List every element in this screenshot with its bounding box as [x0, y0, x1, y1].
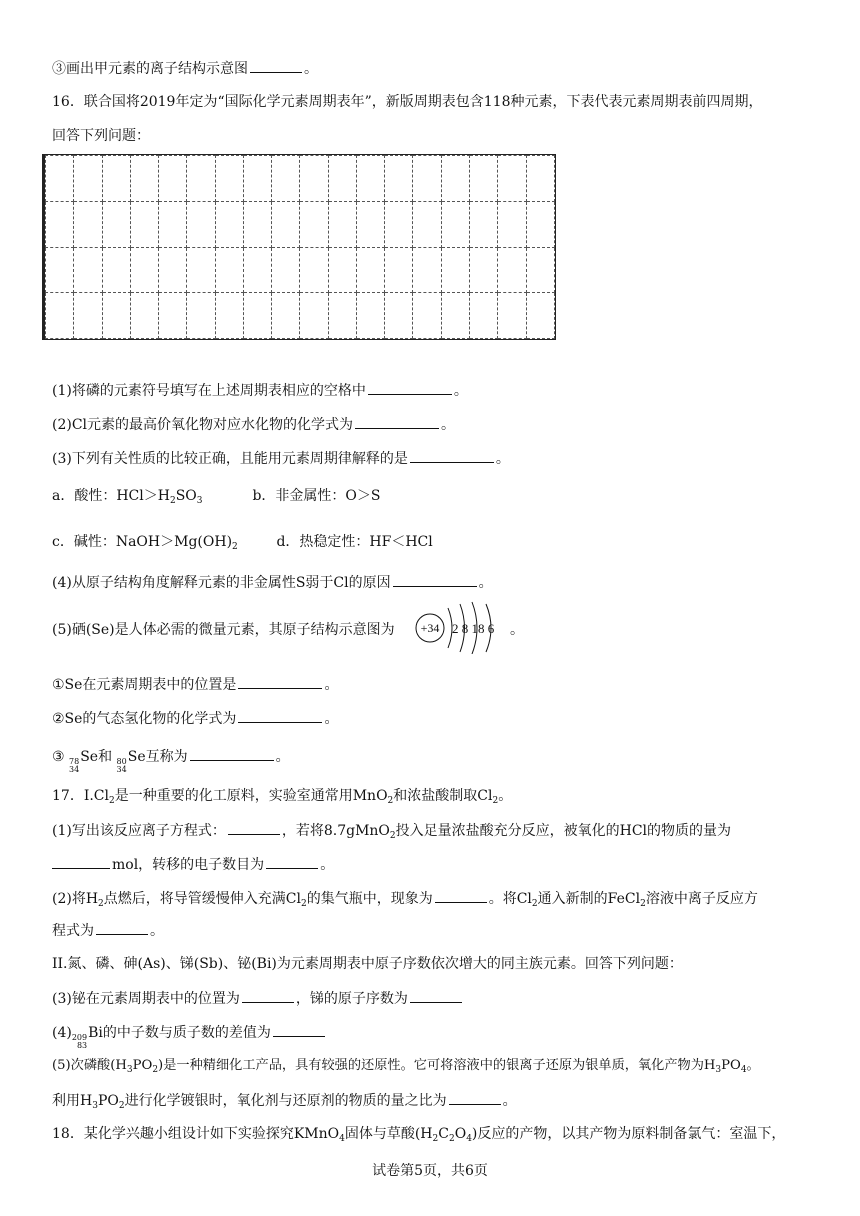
answer-blank[interactable] — [238, 674, 322, 689]
periodic-table-grid — [42, 154, 556, 340]
periodic-table-cell[interactable] — [272, 156, 300, 202]
page-footer: 试卷第5页，共6页 — [372, 1163, 488, 1179]
periodic-table-cell[interactable] — [385, 293, 413, 339]
periodic-table-cell[interactable] — [526, 156, 554, 202]
periodic-table-cell[interactable] — [102, 156, 130, 202]
periodic-table-cell[interactable] — [130, 201, 158, 247]
q17-part1-line1: (1)写出该反应离子方程式： ，若将8.7gMnO$_2$投入足量浓盐酸充分反应，被氧化的HCl的物质的量为 — [52, 820, 731, 846]
q16-part2: (2)Cl元素的最高价氧化物对应水化物的化学式为 。 — [52, 414, 455, 435]
option-d: d．热稳定性：HF＜HCl — [276, 534, 433, 550]
periodic-table-cell[interactable] — [215, 247, 243, 293]
periodic-table-cell[interactable] — [215, 201, 243, 247]
periodic-table-cell[interactable] — [74, 201, 102, 247]
periodic-table-cell[interactable] — [526, 201, 554, 247]
answer-blank[interactable] — [410, 448, 494, 463]
periodic-table-cell[interactable] — [130, 156, 158, 202]
periodic-table-cell[interactable] — [385, 247, 413, 293]
q16-intro-line2: 回答下列问题： — [52, 128, 150, 144]
answer-blank[interactable] — [266, 854, 318, 869]
isotope-bi-notation: 209 83 — [71, 1033, 88, 1050]
periodic-table-cell[interactable] — [102, 293, 130, 339]
periodic-table-cell[interactable] — [243, 201, 271, 247]
periodic-table-cell[interactable] — [385, 156, 413, 202]
periodic-table-cell[interactable] — [74, 156, 102, 202]
periodic-table-cell[interactable] — [300, 247, 328, 293]
answer-blank[interactable] — [355, 414, 439, 429]
periodic-table-cell[interactable] — [187, 247, 215, 293]
periodic-table-cell[interactable] — [526, 247, 554, 293]
periodic-table-cell[interactable] — [356, 247, 384, 293]
answer-blank[interactable] — [190, 746, 274, 761]
periodic-table-cell[interactable] — [243, 156, 271, 202]
isotope-80se-notation: 80 34 — [116, 757, 127, 774]
periodic-table-cell[interactable] — [328, 201, 356, 247]
q17-part5-line1: (5)次磷酸$(H_3PO_2)$是一种精细化工产品，具有较强的还原性。它可将溶液中的银离子还原为银单质，氧化产物为$H_3PO_4$。 — [52, 1058, 760, 1075]
periodic-table-cell[interactable] — [498, 293, 526, 339]
answer-blank[interactable] — [228, 820, 280, 835]
q16-part5-2: ②Se的气态氢化物的化学式为 。 — [52, 708, 338, 729]
q17-part2-line2: 程式为 。 — [52, 920, 164, 941]
q16-part5: (5)硒(Se)是人体必需的微量元素，其原子结构示意图为 — [52, 622, 395, 638]
periodic-table-row — [46, 247, 555, 293]
periodic-table-cell[interactable] — [243, 247, 271, 293]
periodic-table-cell[interactable] — [300, 156, 328, 202]
q16-intro-line1: 16．联合国将2019年定为“国际化学元素周期表年”，新版周期表包含118种元素，下表代表元素周期表前四周期， — [52, 94, 763, 110]
periodic-table-cell[interactable] — [159, 293, 187, 339]
periodic-table-cell[interactable] — [159, 247, 187, 293]
periodic-table-cell[interactable] — [498, 247, 526, 293]
periodic-table-row — [46, 201, 555, 247]
q16-part5-3: ③ 78 34 Se和 80 34 Se互称为 。 — [52, 746, 290, 774]
option-c: c．碱性：$NaOH>Mg(OH)_2$ — [52, 534, 238, 552]
q15-item3: ③画出甲元素的离子结构示意图 。 — [52, 58, 318, 79]
periodic-table-cell[interactable] — [272, 201, 300, 247]
answer-blank[interactable] — [449, 1090, 501, 1105]
q17-part5-line2: 利用$H_3PO_2$进行化学镀银时，氧化剂与还原剂的物质的量之比为 。 — [52, 1090, 517, 1116]
q16-part1: (1)将磷的元素符号填写在上述周期表相应的空格中 。 — [52, 380, 468, 401]
periodic-table-cell[interactable] — [498, 201, 526, 247]
periodic-table-cell[interactable] — [102, 201, 130, 247]
answer-blank[interactable] — [96, 920, 148, 935]
periodic-table-cell[interactable] — [469, 156, 497, 202]
periodic-table-cell[interactable] — [441, 293, 469, 339]
periodic-table-cell[interactable] — [328, 247, 356, 293]
periodic-table-cell[interactable] — [469, 247, 497, 293]
answer-blank[interactable] — [410, 988, 462, 1003]
periodic-table-cell[interactable] — [46, 293, 74, 339]
periodic-table-cell[interactable] — [46, 247, 74, 293]
periodic-table-cell[interactable] — [356, 201, 384, 247]
periodic-table-cell[interactable] — [46, 156, 74, 202]
q17-intro: 17．$I.Cl_2$是一种重要的化工原料，实验室通常用MnO$_2$和浓盐酸制取$Cl_2$。 — [52, 788, 513, 806]
periodic-table-cell[interactable] — [469, 293, 497, 339]
q18-intro: 18．某化学兴趣小组设计如下实验探究KMnO$_4$固体与草酸$(H_2C_2O_4)$反应的产物，以其产物为原料制备氯气：室温下， — [52, 1126, 786, 1144]
q17-part3: (3)铋在元素周期表中的位置为 ，锑的原子序数为 — [52, 988, 464, 1009]
se-atom-structure-diagram — [414, 598, 514, 654]
periodic-table-cell[interactable] — [243, 293, 271, 339]
periodic-table-cell[interactable] — [356, 293, 384, 339]
q16-part3: (3)下列有关性质的比较正确，且能用元素周期律解释的是 。 — [52, 448, 510, 469]
q17-part2-line1: (2)将$H_2$点燃后，将导管缓慢伸入充满$Cl_2$的集气瓶中，现象为 。将$Cl_2$通入新制的FeCl$_2$溶液中离子反应方 — [52, 888, 758, 914]
periodic-table-cell[interactable] — [159, 201, 187, 247]
periodic-table-cell[interactable] — [441, 156, 469, 202]
answer-blank[interactable] — [52, 854, 110, 869]
periodic-table-cell[interactable] — [328, 156, 356, 202]
periodic-table-cell[interactable] — [272, 247, 300, 293]
option-a: a．酸性：$HCl>H_2SO_3$ — [52, 488, 203, 506]
answer-blank[interactable] — [273, 1022, 325, 1037]
periodic-table-cell[interactable] — [159, 156, 187, 202]
periodic-table-cell[interactable] — [74, 247, 102, 293]
q16-part5-1: ①Se在元素周期表中的位置是 。 — [52, 674, 338, 695]
q17-part1-line2: mol，转移的电子数目为 。 — [52, 854, 334, 875]
periodic-table-cell[interactable] — [526, 293, 554, 339]
option-b: b．非金属性：O＞S — [252, 488, 381, 504]
periodic-table-cell[interactable] — [413, 293, 441, 339]
answer-blank[interactable] — [393, 572, 477, 587]
answer-blank[interactable] — [238, 708, 322, 723]
q16-options-ab — [52, 486, 380, 511]
periodic-table-cell[interactable] — [46, 201, 74, 247]
periodic-table-cell[interactable] — [356, 156, 384, 202]
periodic-table-cell[interactable] — [130, 247, 158, 293]
periodic-table-cell[interactable] — [187, 201, 215, 247]
periodic-table-cell[interactable] — [413, 247, 441, 293]
q16-options-cd — [52, 532, 433, 557]
periodic-table-row — [46, 293, 555, 339]
periodic-table-cell[interactable] — [441, 247, 469, 293]
periodic-table-row — [46, 156, 555, 202]
answer-blank[interactable] — [250, 58, 302, 73]
periodic-table-cell[interactable] — [300, 293, 328, 339]
q16-part5-end: 。 — [510, 622, 524, 638]
periodic-table-cell[interactable] — [385, 201, 413, 247]
isotope-78se-notation: 78 34 — [69, 757, 80, 774]
answer-blank[interactable] — [368, 380, 452, 395]
electron-shells: 2 8 18 6 — [452, 621, 495, 636]
periodic-table-cell[interactable] — [187, 293, 215, 339]
answer-blank[interactable] — [435, 888, 487, 903]
periodic-table-cell[interactable] — [441, 201, 469, 247]
periodic-table-cell[interactable] — [215, 156, 243, 202]
periodic-table-cell[interactable] — [130, 293, 158, 339]
periodic-table-cell[interactable] — [469, 201, 497, 247]
periodic-table-cell[interactable] — [272, 293, 300, 339]
q17-part4: (4) 209 83 Bi的中子数与质子数的差值为 — [52, 1022, 327, 1050]
periodic-table-cell[interactable] — [215, 293, 243, 339]
answer-blank[interactable] — [242, 988, 294, 1003]
nucleus-charge: +34 — [420, 621, 440, 635]
periodic-table-cell[interactable] — [413, 156, 441, 202]
periodic-table-cell[interactable] — [498, 156, 526, 202]
periodic-table-cell[interactable] — [300, 201, 328, 247]
periodic-table-cell[interactable] — [187, 156, 215, 202]
q17-part-ii: II.氮、磷、砷(As)、锑(Sb)、铋(Bi)为元素周期表中原子序数依次增大的同主族元素。回答下列问题： — [52, 956, 683, 972]
q16-part4: (4)从原子结构角度解释元素的非金属性S弱于Cl的原因 。 — [52, 572, 493, 593]
periodic-table-cell[interactable] — [413, 201, 441, 247]
periodic-table-cell[interactable] — [74, 293, 102, 339]
periodic-table-cell[interactable] — [102, 247, 130, 293]
periodic-table-cell[interactable] — [328, 293, 356, 339]
